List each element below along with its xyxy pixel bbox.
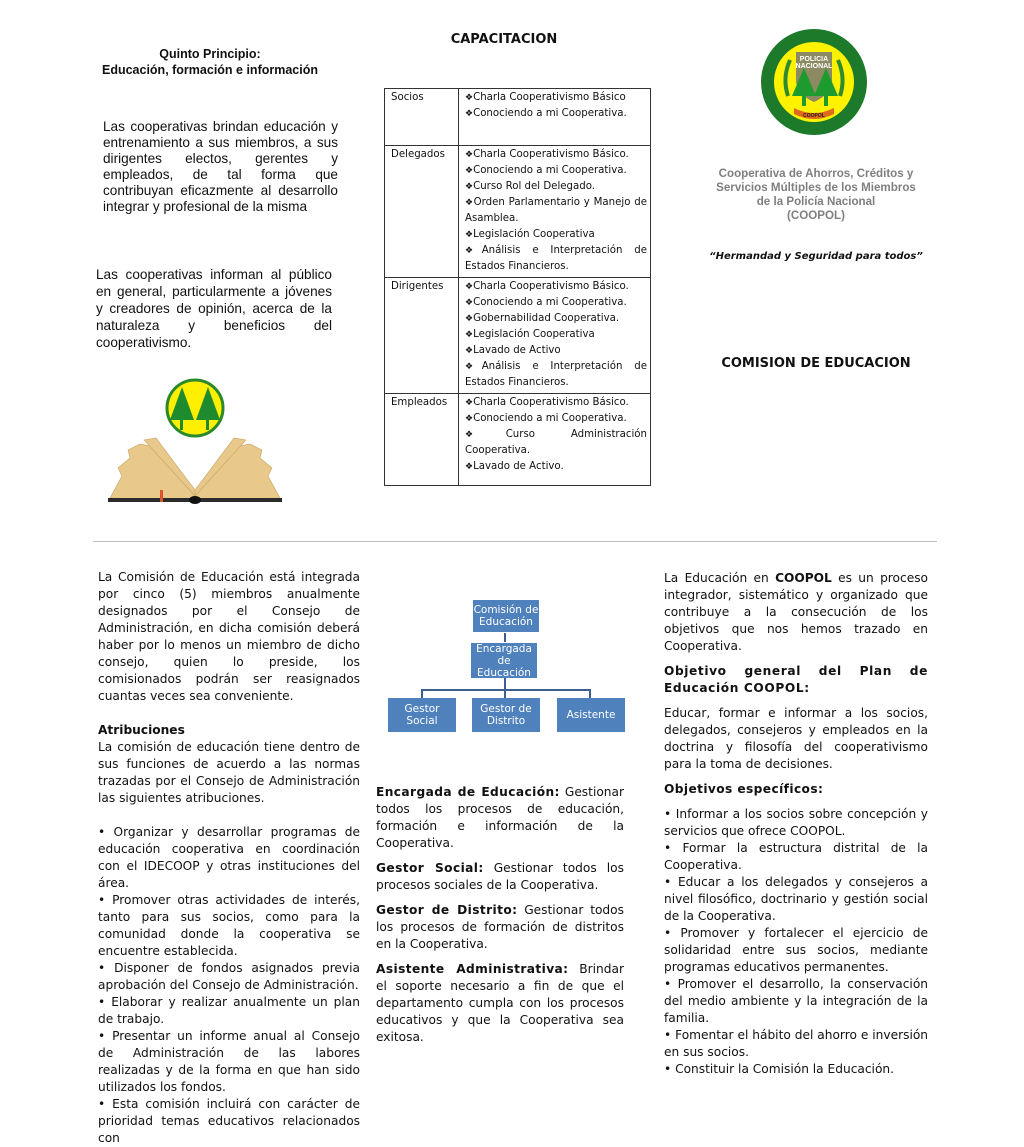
coopol-seal-icon	[760, 28, 868, 136]
list-item	[98, 1028, 360, 1096]
list-item-text: Promover el desarrollo, la conservación del medio ambiente y la integración de la familia.	[664, 977, 928, 1025]
principle-paragraph-2: Las cooperativas informan al público en general, particularmente a jóvenes y creadores de opinión, acerca de la naturaleza y beneficios del cooperativismo.	[96, 267, 332, 350]
diamond-bullet-icon: ❖	[465, 198, 474, 208]
list-item	[664, 925, 928, 976]
open-book-icon	[100, 378, 290, 508]
diamond-bullet-icon: ❖	[465, 230, 474, 240]
role-desc: Gestionar todos los procesos de educación, formación e información de la Cooperativa.	[376, 785, 624, 850]
bullet-icon: •	[98, 825, 106, 839]
atribuciones-intro: La comisión de educación tiene dentro de sus funciones de acuerdo a las normas trazadas por el Consejo de Administración las siguientes atribuciones.	[98, 740, 360, 805]
course-item: Charla Cooperativismo Básico.	[473, 397, 629, 408]
list-item	[664, 806, 928, 840]
role-cell: Dirigentes	[385, 278, 459, 394]
diamond-bullet-icon: ❖	[465, 398, 474, 408]
list-item	[98, 892, 360, 960]
list-item-text: Fomentar el hábito del ahorro e inversión en sus socios.	[664, 1028, 929, 1059]
list-item	[98, 960, 360, 994]
list-item-text: Disponer de fondos asignados previa aprobación del Consejo de Administración.	[98, 961, 360, 992]
role-name: Gestor Social:	[376, 861, 484, 875]
role-item	[376, 961, 624, 1046]
general-objective-title: Objetivo general del Plan de Educación COOPOL:	[664, 664, 928, 695]
plan-intro-text: La Educación en	[664, 571, 776, 585]
table-row	[385, 89, 651, 146]
diamond-bullet-icon: ❖	[465, 93, 474, 103]
bullet-icon: •	[664, 807, 672, 821]
org-connector	[589, 689, 591, 698]
list-item	[664, 1061, 928, 1078]
general-objective-text: Educar, formar e informar a los socios, delegados, consejeros y empleados en la doctrina y filosofía del cooperativismo para la toma de decisiones.	[664, 706, 928, 771]
comision-intro: La Comisión de Educación está integrada por cinco (5) miembros anualmente designados por el Consejo de Administración, en dicha comisión deberá haber por lo menos un miembro de dicho consejo, quien lo preside, los comisionados podrán ser reasignados cuantas veces sea conveniente.	[98, 570, 360, 703]
bullet-icon: •	[98, 893, 106, 907]
bullet-icon: •	[664, 977, 672, 991]
principle-title-line2: Educación, formación e información	[101, 63, 318, 77]
bullet-icon: •	[98, 961, 106, 975]
diamond-bullet-icon: ❖	[465, 246, 482, 256]
org-name-line: (COOPOL)	[787, 209, 845, 222]
diamond-bullet-icon: ❖	[465, 150, 474, 160]
role-item	[376, 784, 624, 852]
list-item	[98, 824, 360, 892]
bullet-icon: •	[98, 1029, 106, 1043]
org-node-asistente: Asistente	[557, 698, 625, 732]
course-item: Legislación Cooperativa	[473, 229, 595, 240]
svg-text:NACIONAL: NACIONAL	[795, 63, 833, 70]
course-item: Conociendo a mi Cooperativa.	[473, 108, 627, 119]
list-item-text: Informar a los socios sobre concepción y servicios que ofrece COOPOL.	[664, 807, 928, 838]
org-node-gestor-social: Gestor Social	[388, 698, 456, 732]
diamond-bullet-icon: ❖	[465, 182, 474, 192]
list-item-text: Elaborar y realizar anualmente un plan de trabajo.	[98, 995, 360, 1026]
role-name: Gestor de Distrito:	[376, 903, 518, 917]
coopol-logo	[760, 28, 868, 136]
principle-paragraph-1: Las cooperativas brindan educación y entrenamiento a sus miembros, a sus dirigentes electos, gerentes y empleados, de tal forma que contribuyan eficazmente al desarrollo integrar y profesional de la misma	[103, 119, 338, 214]
diamond-bullet-icon: ❖	[465, 109, 474, 119]
svg-text:COOPOL: COOPOL	[803, 113, 825, 119]
org-node-encargada: Encargada de Educación	[471, 643, 537, 678]
org-connector	[421, 689, 423, 698]
list-item-text: Constituir la Comisión la Educación.	[675, 1062, 895, 1076]
specific-objectives-list	[664, 806, 928, 1078]
course-item: Gobernabilidad Cooperativa.	[473, 313, 620, 324]
role-desc: Gestionar todos los procesos de formación de distritos en la Cooperativa.	[376, 903, 624, 951]
plan-intro	[664, 570, 928, 655]
course-item: Legislación Cooperativa	[473, 329, 595, 340]
role-cell: Empleados	[385, 394, 459, 486]
list-item	[98, 1096, 360, 1147]
bullet-icon: •	[664, 926, 672, 940]
diamond-bullet-icon: ❖	[465, 166, 474, 176]
table-row	[385, 278, 651, 394]
diamond-bullet-icon: ❖	[465, 346, 474, 356]
education-plan	[664, 570, 928, 1078]
page-divider	[93, 541, 937, 542]
table-row	[385, 394, 651, 486]
course-item: Análisis e Interpretación de Estados Financieros.	[465, 245, 647, 272]
list-item	[98, 994, 360, 1028]
diamond-bullet-icon: ❖	[465, 414, 474, 424]
list-item-text: Promover otras actividades de interés, tanto para sus socios, como para la comunidad donde la cooperativa se encuentre establecida.	[98, 893, 360, 958]
course-item: Conociendo a mi Cooperativa.	[473, 413, 627, 424]
bullet-icon: •	[664, 1028, 672, 1042]
book-illustration	[100, 378, 290, 508]
course-item: Charla Cooperativismo Básico.	[473, 281, 629, 292]
principle-title	[90, 46, 330, 78]
org-node-gestor-distrito: Gestor de Distrito	[472, 698, 540, 732]
course-item: Conociendo a mi Cooperativa.	[473, 165, 627, 176]
course-item: Orden Parlamentario y Manejo de Asamblea.	[465, 197, 647, 224]
list-item-text: Promover y fortalecer el ejercicio de solidaridad entre sus socios, mediante programas educativos permanentes.	[664, 926, 928, 974]
diamond-bullet-icon: ❖	[465, 362, 482, 372]
bullet-icon: •	[664, 841, 672, 855]
course-item: Análisis e Interpretación de Estados Financieros.	[465, 361, 647, 388]
org-node-comision: Comisión de Educación	[473, 600, 539, 632]
list-item-text: Formar la estructura distrital de la Cooperativa.	[664, 841, 928, 872]
principle-title-line1: Quinto Principio:	[159, 47, 261, 61]
comision-description	[98, 569, 360, 1147]
specific-objectives-title: Objetivos específicos:	[664, 782, 824, 796]
bullet-icon: •	[98, 1097, 106, 1111]
list-item-text: Presentar un informe anual al Consejo de Administración de las labores realizadas y de la forma en que han sido utilizados los fondos.	[98, 1029, 361, 1094]
organization-name	[705, 167, 927, 223]
role-item	[376, 902, 624, 953]
diamond-bullet-icon: ❖	[465, 330, 474, 340]
course-item: Charla Cooperativismo Básico	[473, 92, 626, 103]
course-item: Conociendo a mi Cooperativa.	[473, 297, 627, 308]
list-item	[664, 1027, 928, 1061]
plan-intro-text: es un proceso integrador, sistemático y organizado que contribuye a la consecución de los objetivos que nos hemos trazado en Cooperativa.	[664, 571, 929, 653]
org-name-line: Cooperativa de Ahorros, Créditos y	[718, 167, 914, 180]
diamond-bullet-icon: ❖	[465, 298, 474, 308]
roles-description	[376, 784, 624, 1054]
course-item: Curso Rol del Delegado.	[473, 181, 596, 192]
section-title: COMISION DE EDUCACION	[721, 356, 911, 371]
list-item	[664, 976, 928, 1027]
courses-cell	[459, 278, 651, 394]
org-connector	[421, 689, 591, 691]
diamond-bullet-icon: ❖	[465, 282, 474, 292]
org-connector	[504, 689, 506, 698]
bullet-icon: •	[664, 875, 672, 889]
table-row	[385, 146, 651, 278]
list-item	[664, 874, 928, 925]
course-item: Lavado de Activo	[473, 345, 561, 356]
atribuciones-title: Atribuciones	[98, 723, 185, 737]
diamond-bullet-icon: ❖	[465, 462, 474, 472]
plan-intro-brand: COOPOL	[775, 571, 832, 585]
role-name: Encargada de Educación:	[376, 785, 560, 799]
course-item: Charla Cooperativismo Básico.	[473, 149, 629, 160]
diamond-bullet-icon: ❖	[465, 314, 474, 324]
role-name: Asistente Administrativa:	[376, 962, 569, 976]
list-item-text: Organizar y desarrollar programas de educación cooperativa en coordinación con el IDECOOP y otras instituciones del área.	[98, 825, 360, 890]
org-connector	[504, 633, 506, 642]
role-item	[376, 860, 624, 894]
bullet-icon: •	[98, 995, 106, 1009]
motto: “Hermandad y Seguridad para todos”	[709, 251, 923, 262]
role-cell: Socios	[385, 89, 459, 146]
courses-cell	[459, 146, 651, 278]
list-item-text: Educar a los delegados y consejeros a nivel filosófico, doctrinario y gestión social de la Cooperativa.	[664, 875, 928, 923]
org-name-line: Servicios Múltiples de los Miembros	[716, 181, 916, 194]
capacitacion-title: CAPACITACION	[450, 32, 558, 47]
role-desc: Gestionar todos los procesos sociales de la Cooperativa.	[376, 861, 624, 892]
course-item: Lavado de Activo.	[473, 461, 564, 472]
courses-cell	[459, 89, 651, 146]
diamond-bullet-icon: ❖	[465, 430, 506, 440]
svg-text:POLICIA: POLICIA	[799, 56, 829, 63]
bullet-icon: •	[664, 1062, 672, 1076]
list-item	[664, 840, 928, 874]
role-desc: Brindar el soporte necesario a fin de que el departamento cumpla con los procesos educativos y que la Cooperativa sea exitosa.	[376, 962, 624, 1044]
course-item: Curso Administración Cooperativa.	[465, 429, 647, 456]
list-item-text: Esta comisión incluirá con carácter de prioridad temas educativos relacionados con	[98, 1097, 360, 1145]
capacitacion-table	[384, 88, 651, 486]
org-name-line: de la Policía Nacional	[756, 195, 876, 208]
role-cell: Delegados	[385, 146, 459, 278]
courses-cell	[459, 394, 651, 486]
